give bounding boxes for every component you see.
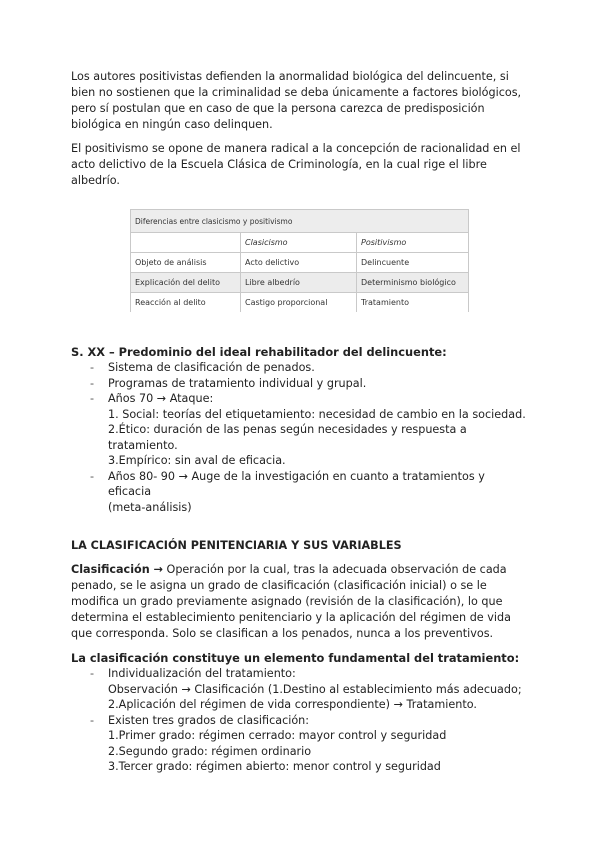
fundamental-list-continued bbox=[71, 713, 529, 729]
list-item: - Años 80- 90 → Auge de la investigación en cuanto a tratamientos y eficacia bbox=[71, 469, 529, 500]
list-item: - Individualización del tratamiento: bbox=[71, 666, 529, 682]
list-item bbox=[71, 391, 529, 407]
term-label: Clasificación → bbox=[71, 563, 163, 576]
table-caption: Diferencias entre clasicismo y positivismo bbox=[131, 210, 469, 233]
sub-item: 3.Empírico: sin aval de eficacia. bbox=[108, 454, 286, 467]
sub-item: 1.Primer grado: régimen cerrado: mayor control y seguridad bbox=[108, 729, 447, 742]
sub-item: 2.Segundo grado: régimen ordinario bbox=[108, 744, 312, 758]
sub-item: 2.Ético: duración de las penas según necesidades y respuesta a tratamiento. bbox=[108, 423, 467, 452]
list-item: - Existen tres grados de clasificación: bbox=[71, 713, 529, 729]
table-cell: Castigo proporcional bbox=[241, 293, 357, 313]
table-row bbox=[131, 253, 469, 273]
table-cell: Explicación del delito bbox=[131, 273, 241, 293]
list-item-label: Años 70 → Ataque: bbox=[108, 392, 214, 405]
list-item: - Programas de tratamiento individual y grupal. bbox=[71, 376, 529, 392]
fundamental-list bbox=[71, 666, 529, 682]
comparison-table bbox=[130, 209, 469, 312]
sub-item: 3.Tercer grado: régimen abierto: menor control y seguridad bbox=[108, 760, 441, 773]
table-row bbox=[131, 293, 469, 313]
sub-item: Observación → Clasificación (1.Destino al establecimiento más adecuado; bbox=[108, 682, 522, 696]
definition-text: Operación por la cual, tras la adecuada observación de cada penado, se le asigna un grado de clasificación (clasificación inicial) o se le modifica un grado previamente asignado (revisión de la clasificación), lo que determina el establecimiento penitenciario y la aplicación del régimen de vida que corresponda. Solo se clasifican a los penados, nunca a los preventivos. bbox=[71, 563, 511, 640]
sub-item: (meta-análisis) bbox=[108, 500, 192, 514]
intro-paragraph-1: Los autores positivistas defienden la anormalidad biológica del delincuente, si bien no sostienen que la criminalidad se deba únicamente a factores biológicos, pero sí postulan que en caso de que la persona carezca de predisposición biológica en ningún caso delinquen. bbox=[71, 70, 522, 131]
sub-item: 2.Aplicación del régimen de vida correspondiente) → Tratamiento. bbox=[108, 698, 477, 711]
list-item: - Sistema de clasificación de penados. bbox=[71, 360, 529, 376]
table-header-cell bbox=[131, 233, 241, 253]
table-cell: Reacción al delito bbox=[131, 293, 241, 313]
table-cell: Libre albedrío bbox=[241, 273, 357, 293]
s20-list bbox=[71, 360, 529, 407]
table-cell: Determinismo biológico bbox=[357, 273, 469, 293]
table-header-row bbox=[131, 233, 469, 253]
table-caption-row bbox=[131, 210, 469, 233]
table-cell: Objeto de análisis bbox=[131, 253, 241, 273]
intro-paragraph-2: El positivismo se opone de manera radical a la concepción de racionalidad en el acto delictivo de la Escuela Clásica de Criminología, en la cual rige el libre albedrío. bbox=[71, 142, 521, 187]
document-page bbox=[71, 69, 529, 775]
table-header-cell: Clasicismo bbox=[241, 233, 357, 253]
s20-list-continued bbox=[71, 469, 529, 500]
table-row bbox=[131, 273, 469, 293]
section-title-s20: S. XX – Predominio del ideal rehabilitador del delincuente: bbox=[71, 345, 447, 359]
table-cell: Acto delictivo bbox=[241, 253, 357, 273]
table-cell: Tratamiento bbox=[357, 293, 469, 313]
table-cell: Delincuente bbox=[357, 253, 469, 273]
table-header-cell: Positivismo bbox=[357, 233, 469, 253]
sub-item: 1. Social: teorías del etiquetamiento: necesidad de cambio en la sociedad. bbox=[108, 407, 526, 421]
section-heading-clasificacion: LA CLASIFICACIÓN PENITENCIARIA Y SUS VARIABLES bbox=[71, 539, 402, 552]
clasificacion-definition bbox=[71, 562, 529, 642]
section-title-fundamental: La clasificación constituye un elemento fundamental del tratamiento: bbox=[71, 651, 520, 665]
